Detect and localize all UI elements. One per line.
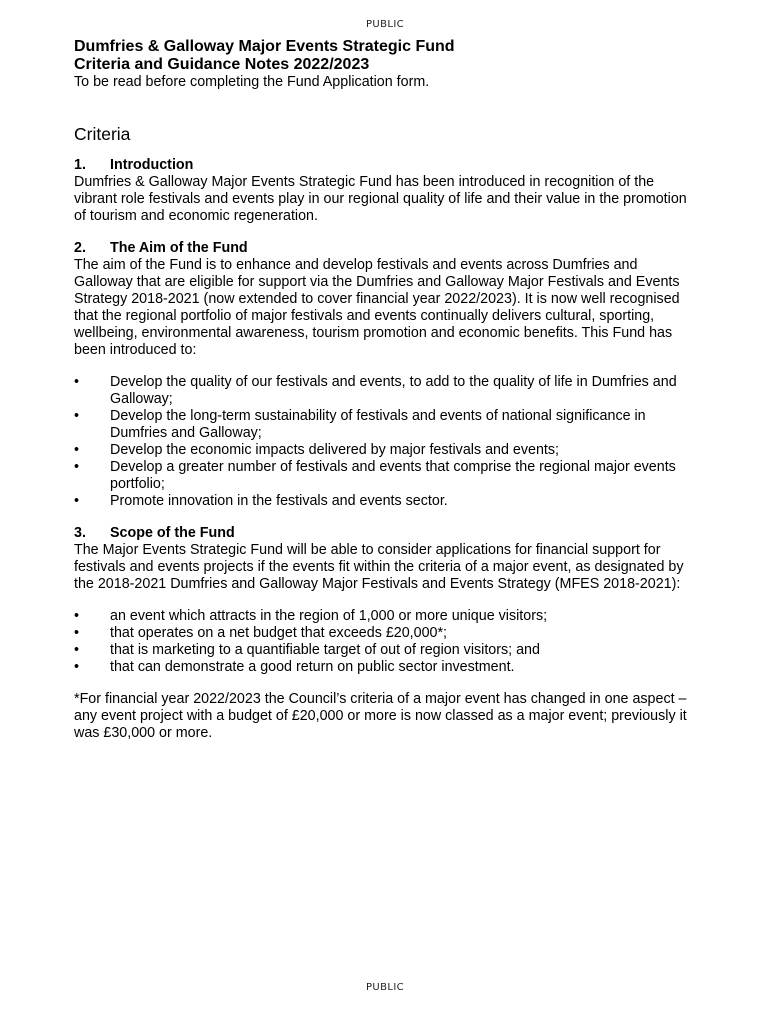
section-scope	[74, 525, 700, 676]
list-item: • an event which attracts in the region of 1,000 or more unique visitors;	[74, 608, 548, 624]
section-title: The Aim of the Fund	[110, 240, 248, 256]
footnote: *For financial year 2022/2023 the Council’s criteria of a major event has changed in one aspect – any event project with a budget of £20,000 or more is now classed as a major event; previously it was £30,000 or more.	[74, 691, 687, 741]
bullet-icon: •	[74, 608, 80, 624]
section-number: 3.	[74, 525, 86, 541]
section-number: 2.	[74, 240, 86, 256]
bullet-icon: •	[74, 625, 80, 641]
section-title: Introduction	[110, 157, 194, 173]
security-marking-top: PUBLIC	[365, 19, 405, 30]
list-item: • Develop the economic impacts delivered by major festivals and events;	[74, 442, 559, 458]
section-number: 1.	[74, 157, 86, 173]
section-introduction	[74, 157, 700, 225]
title-line-2: Criteria and Guidance Notes 2022/2023	[74, 56, 370, 73]
section-aim	[74, 240, 700, 510]
list-item: • Develop the long-term sustainability of festivals and events of national significance in Dumfries and Galloway;	[74, 408, 646, 441]
bullet-icon: •	[74, 408, 80, 424]
bullet-icon: •	[74, 442, 80, 458]
section-body: Dumfries & Galloway Major Events Strategic Fund has been introduced in recognition of the vibrant role festivals and events play in our regional quality of life and their value in the promotion of tourism and economic regeneration.	[74, 174, 687, 224]
criteria-heading: Criteria	[74, 124, 131, 144]
bullet-icon: •	[74, 642, 80, 658]
section-title: Scope of the Fund	[110, 525, 235, 541]
bullet-icon: •	[74, 459, 80, 475]
title-line-1: Dumfries & Galloway Major Events Strategic Fund	[74, 38, 455, 55]
security-marking-bottom: PUBLIC	[365, 982, 405, 993]
list-item: • Promote innovation in the festivals and events sector.	[74, 493, 448, 509]
section-body: The Major Events Strategic Fund will be able to consider applications for financial support for festivals and events projects if the events fit within the criteria of a major event, as designated by the 2018-2021 Dumfries and Galloway Major Festivals and Events Strategy (MFES 2018-2021):	[74, 542, 684, 592]
document-title	[74, 38, 700, 74]
document-content	[74, 38, 700, 742]
bullet-icon: •	[74, 659, 80, 675]
section-heading	[74, 240, 700, 257]
bullet-icon: •	[74, 493, 80, 509]
list-item: • that can demonstrate a good return on public sector investment.	[74, 659, 515, 675]
document-subtitle: To be read before completing the Fund Application form.	[74, 74, 430, 90]
list-item: • that operates on a net budget that exceeds £20,000*;	[74, 625, 448, 641]
bullet-icon: •	[74, 374, 80, 390]
list-item: • Develop the quality of our festivals and events, to add to the quality of life in Dumfries and Galloway;	[74, 374, 677, 407]
list-item: • that is marketing to a quantifiable target of out of region visitors; and	[74, 642, 540, 658]
scope-bullet-list	[74, 608, 700, 676]
section-body: The aim of the Fund is to enhance and develop festivals and events across Dumfries and Galloway that are eligible for support via the Dumfries and Galloway Major Festivals and Events Strategy 2018-2021 (now extended to cover financial year 2022/2023). It is now well recognised that the regional portfolio of major festivals and events continually delivers cultural, sporting, wellbeing, environmental awareness, tourism promotion and economic benefits. This Fund has been introduced to:	[74, 257, 680, 358]
section-heading	[74, 157, 700, 174]
aim-bullet-list	[74, 374, 700, 510]
section-heading	[74, 525, 700, 542]
list-item: • Develop a greater number of festivals and events that comprise the regional major events portfolio;	[74, 459, 676, 492]
